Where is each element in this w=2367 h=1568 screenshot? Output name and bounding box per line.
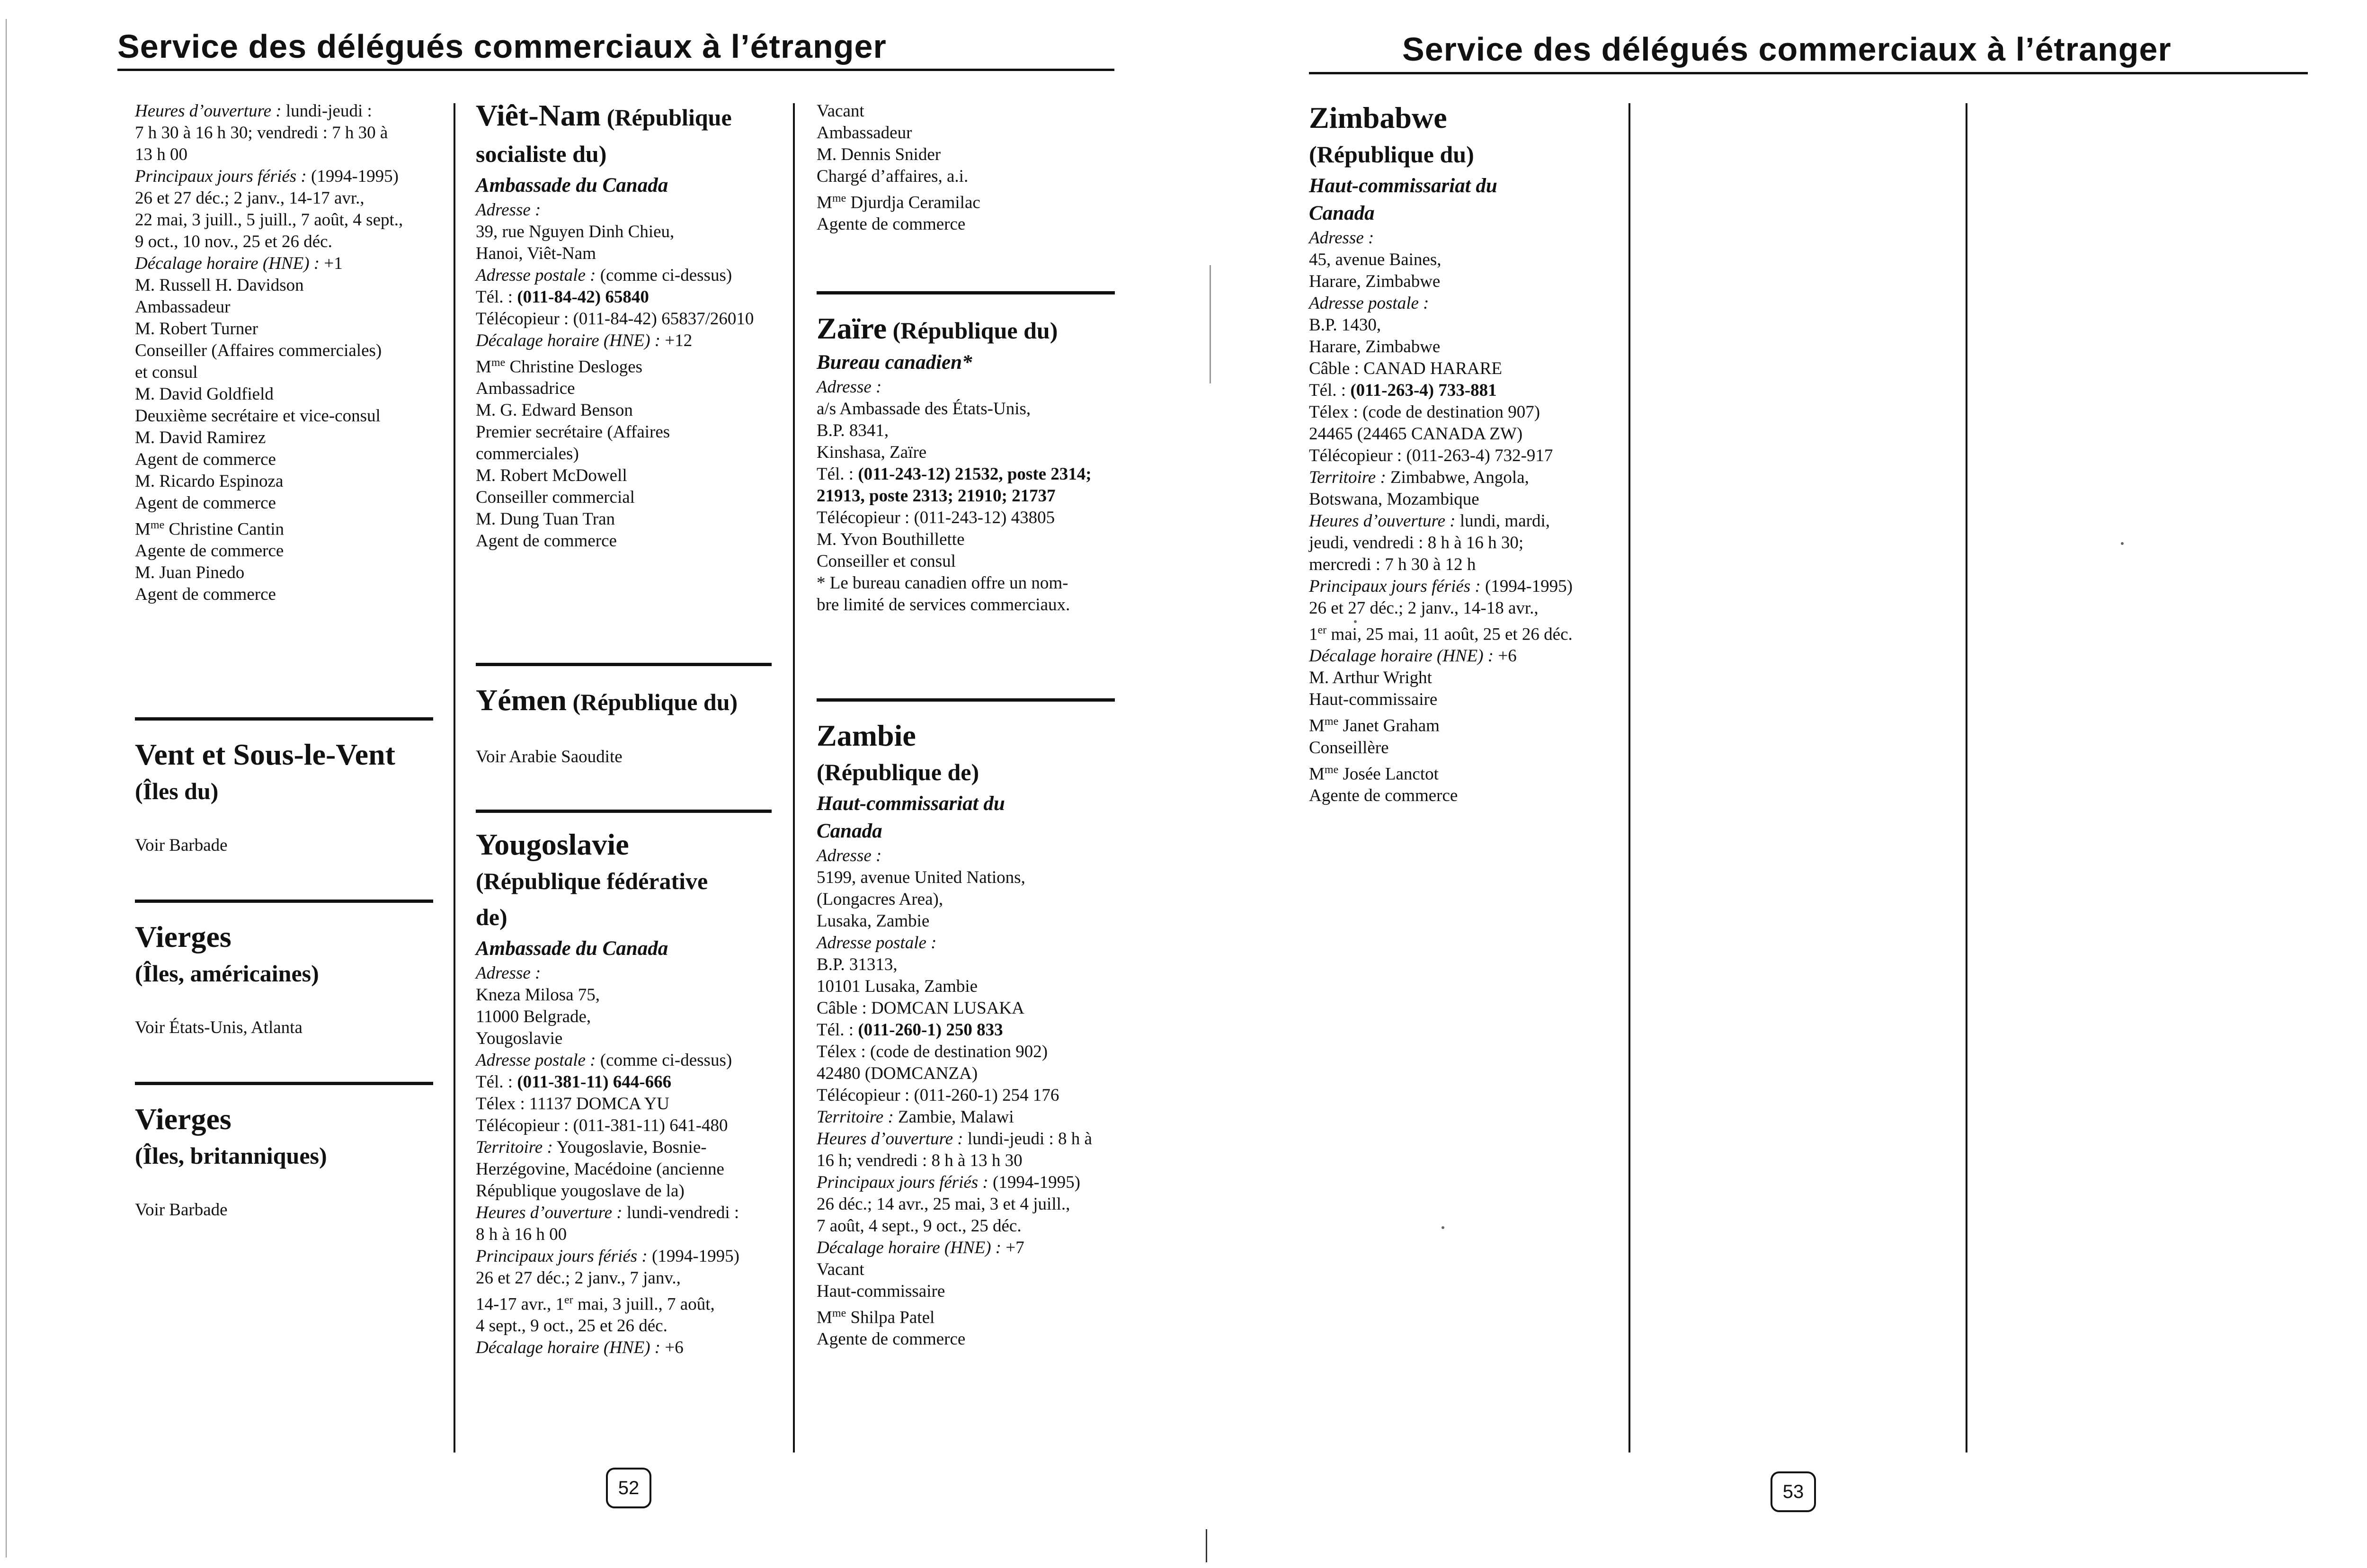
section-yougoslavie: Yougoslavie (République fédérative de) Ambassade du Canada Adresse : Kneza Milosa 75, 11000 Belgrade, Yougoslavie Adresse postale : (comme ci-dessus) Tél. : (011-381-11) 644-666 Télex : 11137 DOMCA YU Télécopieur : (011-381-11) 641-480 Territoire : Yougoslavie, Bosnie- Herzégovine, Macédoine (ancienne République yougoslave de la) Heures d’ouverture : lundi-vendredi : 8 h à 16 h 00 Principaux jours fériés : (1994-1995) 26 et 27 déc.; 2 janv., 7 janv., 14-17 avr., 1er mai, 3 juill., 7 août, 4 sept., 9 oct., 25 et 26 déc. Décalage horaire (HNE) : +6 bbox=[476, 826, 783, 1359]
column-2: Viêt-Nam (République socialiste du) Ambassade du Canada Adresse : 39, rue Nguyen Dinh Chieu, Hanoi, Viêt-Nam Adresse postale : (comme ci-dessus) Tél. : (011-84-42) 65840 Télécopieur : (011-84-42) 65837/26010 Décalage horaire (HNE) : +12 $M^{me}$ Christine Desloges Ambassadrice M. G. Edward Benson Premier secrétaire (Affaires commerciales) M. Robert McDowell Conseiller commercial M. Dung Tuan Tran Agent de commerce bbox=[476, 97, 783, 552]
column-4: Zimbabwe (République du) Haut-commissariat du Canada Adresse : 45, avenue Baines, Harare, Zimbabwe Adresse postale : B.P. 1430, Harare, Zimbabwe Câble : CANAD HARARE Tél. : (011-263-4) 733-881 Télex : (code de destination 907) 24465 (24465 CANADA ZW) Télécopieur : (011-263-4) 732-917 Territoire : Zimbabwe, Angola, Botswana, Mozambique Heures d’ouverture : lundi, mardi, jeudi, vendredi : 8 h à 16 h 30; mercredi : 7 h 30 à 12 h Principaux jours fériés : (1994-1995) 26 et 27 déc.; 2 janv., 14-18 avr., 1er mai, 25 mai, 11 août, 25 et 26 déc. Décalage horaire (HNE) : +6 M. Arthur Wright Haut-commissaire $M^{me}$ Janet Graham Conseillère $M^{me}$ Josée Lanctot Agente de commerce bbox=[1309, 99, 1621, 807]
header-rule-right bbox=[1309, 72, 2308, 74]
section-rule bbox=[817, 291, 1115, 294]
column-1: Heures d’ouverture : lundi-jeudi : 7 h 30 à 16 h 30; vendredi : 7 h 30 à 13 h 00 Principaux jours fériés : (1994-1995) 26 et 27 déc.; 2 janv., 14-17 avr., 22 mai, 3 juill., 5 juill., 7 août, 4 sept., 9 oct., 10 nov., 25 et 26 déc. Décalage horaire (HNE) : +1 M. Russell H. Davidson Ambassadeur M. Robert Turner Conseiller (Affaires commerciales) et consul M. David Goldfield Deuxième secrétaire et vice-consul M. David Ramirez Agent de commerce M. Ricardo Espinoza Agent de commerce $M^{me}$ Christine Cantin Agente de commerce M. Juan Pinedo Agent de commerce bbox=[135, 101, 403, 605]
section-yemen: Yémen (République du) Voir Arabie Saoudite bbox=[476, 682, 783, 768]
country-title: Viêt-Nam (République bbox=[476, 98, 732, 132]
country-title: Zambie bbox=[817, 719, 916, 752]
page-header-left: Service des délégués commerciaux à l’étranger bbox=[117, 28, 887, 65]
section-rule bbox=[135, 900, 433, 903]
section-zaire: Zaïre (République du) Bureau canadien* Adresse : a/s Ambassade des États-Unis, B.P. 8341, Kinshasa, Zaïre Tél. : (011-243-12) 21532, poste 2314; 21913, poste 2313; 21910; 21737 Télécopieur : (011-243-12) 43805 M. Yvon Bouthillette Conseiller et consul * Le bureau canadien offre un nom- bre limité de services commerciaux. bbox=[817, 310, 1124, 616]
country-title: Vierges bbox=[135, 1102, 231, 1136]
section-rule bbox=[135, 1082, 433, 1085]
section-vent: Vent et Sous-le-Vent (Îles du) Voir Barbade bbox=[135, 736, 433, 856]
column-rule bbox=[1628, 103, 1630, 1452]
country-title: Yémen (République du) bbox=[476, 683, 738, 717]
header-rule-left bbox=[117, 69, 1114, 71]
country-title: Zimbabwe bbox=[1309, 101, 1447, 134]
country-title: Vierges bbox=[135, 920, 231, 953]
column-rule bbox=[793, 103, 795, 1452]
column-rule bbox=[454, 103, 455, 1452]
page-number-right: 53 bbox=[1771, 1471, 1816, 1512]
section-zambie: Zambie (République de) Haut-commissariat du Canada Adresse : 5199, avenue United Nations, (Longacres Area), Lusaka, Zambie Adresse postale : B.P. 31313, 10101 Lusaka, Zambie Câble : DOMCAN LUSAKA Tél. : (011-260-1) 250 833 Télex : (code de destination 902) 42480 (DOMCANZA) Télécopieur : (011-260-1) 254 176 Territoire : Zambie, Malawi Heures d’ouverture : lundi-jeudi : 8 h à 16 h; vendredi : 8 h à 13 h 30 Principaux jours fériés : (1994-1995) 26 déc.; 14 avr., 25 mai, 3 et 4 juill., 7 août, 4 sept., 9 oct., 25 déc. Décalage horaire (HNE) : +7 Vacant Haut-commissaire $M^{me}$ Shilpa Patel Agente de commerce bbox=[817, 717, 1124, 1350]
column-rule bbox=[1966, 103, 1967, 1452]
edge-mark bbox=[6, 19, 7, 1558]
section-rule bbox=[476, 663, 772, 666]
right-page bbox=[1206, 0, 2367, 1568]
section-rule bbox=[817, 698, 1115, 702]
section-vierges-am: Vierges (Îles, américaines) Voir États-Unis, Atlanta bbox=[135, 918, 433, 1039]
country-title: Yougoslavie bbox=[476, 828, 629, 861]
page-number-left: 52 bbox=[606, 1468, 651, 1508]
page-header-right: Service des délégués commerciaux à l’étranger bbox=[1402, 31, 2171, 68]
section-rule bbox=[135, 717, 433, 721]
section-rule bbox=[476, 810, 772, 813]
section-vierges-br: Vierges (Îles, britanniques) Voir Barbade bbox=[135, 1101, 433, 1221]
country-title: Vent et Sous-le-Vent bbox=[135, 738, 395, 771]
country-title: Zaïre (République du) bbox=[817, 312, 1058, 345]
column-3: Vacant Ambassadeur M. Dennis Snider Chargé d’affaires, a.i. $M^{me}$ Djurdja Ceramilac Agente de commerce bbox=[817, 101, 980, 234]
